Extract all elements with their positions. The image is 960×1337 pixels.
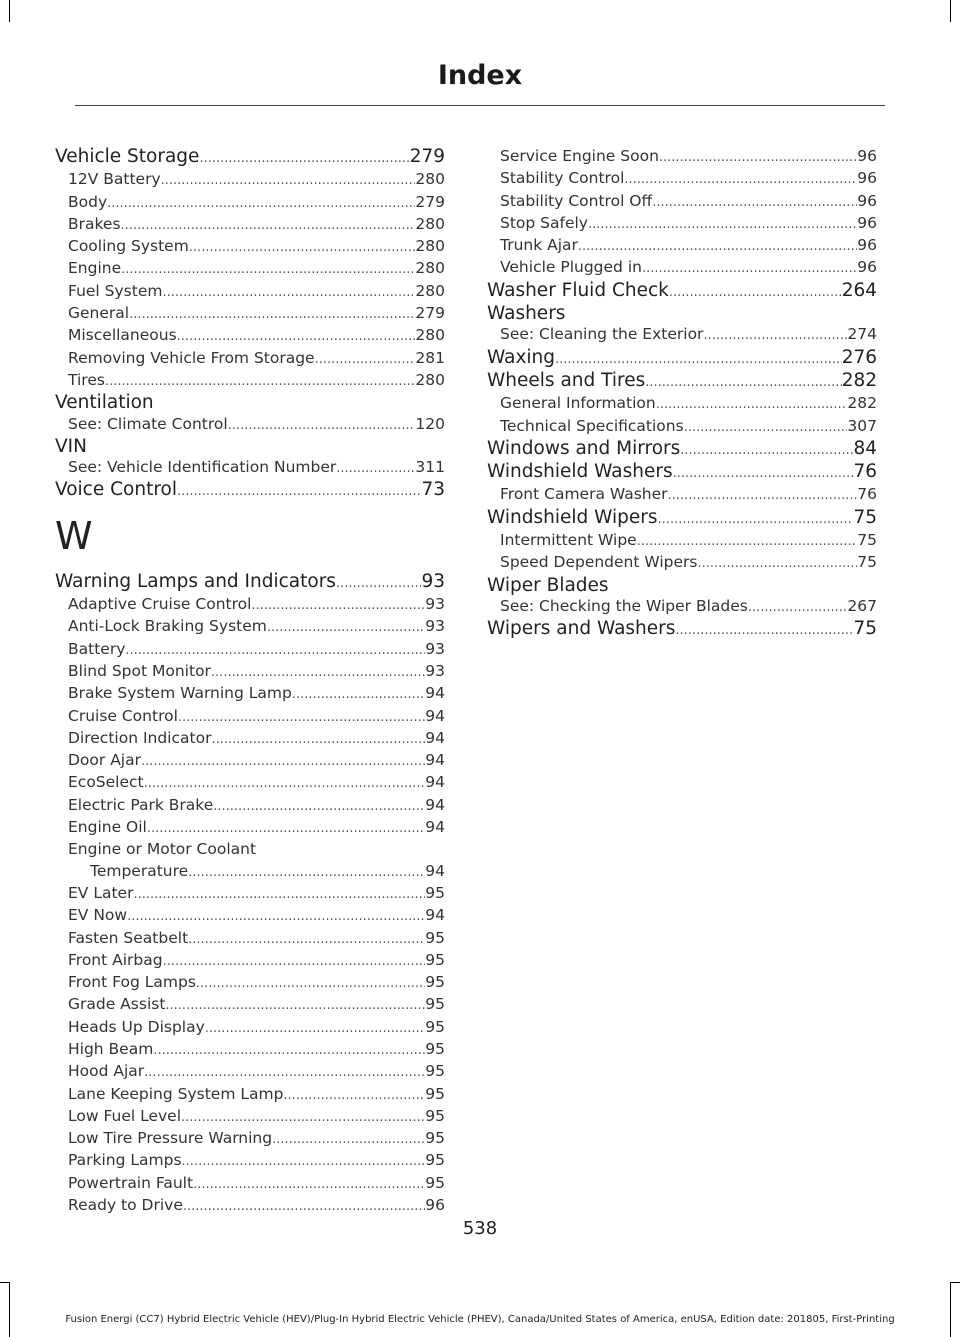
entry-term: Stop Safely bbox=[500, 213, 588, 232]
dot-leader bbox=[669, 280, 842, 303]
entry-page-number: 280 bbox=[415, 326, 445, 345]
entry-term: Tires bbox=[68, 370, 105, 389]
dot-leader bbox=[147, 817, 425, 839]
entry-term: General Information bbox=[500, 394, 656, 413]
entry-term: Electric Park Brake bbox=[68, 795, 214, 814]
index-subentry[interactable] bbox=[55, 325, 445, 347]
dot-leader bbox=[205, 1017, 425, 1039]
dot-leader bbox=[133, 883, 425, 905]
entry-term: 12V Battery bbox=[68, 170, 161, 189]
entry-term: Hood Ajar bbox=[68, 1062, 145, 1081]
index-subentry[interactable] bbox=[55, 1084, 445, 1106]
dot-leader bbox=[578, 235, 857, 257]
index-subentry[interactable] bbox=[55, 169, 445, 191]
entry-term: Low Tire Pressure Warning bbox=[68, 1129, 273, 1148]
dot-leader bbox=[336, 571, 422, 594]
index-subentry[interactable] bbox=[55, 883, 445, 905]
dot-leader bbox=[105, 370, 415, 392]
index-entry[interactable] bbox=[487, 347, 877, 370]
index-subentry[interactable] bbox=[487, 257, 877, 279]
dot-leader bbox=[189, 236, 416, 258]
entry-page-number: 96 bbox=[857, 258, 877, 277]
dot-leader bbox=[181, 1106, 425, 1128]
index-subentry[interactable] bbox=[55, 1150, 445, 1172]
dot-leader bbox=[283, 1084, 425, 1106]
index-entry[interactable] bbox=[55, 146, 445, 169]
entry-term: Warning Lamps and Indicators bbox=[55, 570, 336, 592]
entry-page-number: 95 bbox=[425, 1017, 445, 1036]
entry-term: Grade Assist bbox=[68, 995, 166, 1014]
entry-term: Ready to Drive bbox=[68, 1196, 183, 1215]
index-entry[interactable] bbox=[55, 571, 445, 594]
dot-leader bbox=[211, 661, 425, 683]
entry-term: Technical Specifications bbox=[500, 416, 684, 435]
dot-leader bbox=[675, 618, 853, 641]
entry-term: Engine Oil bbox=[68, 818, 147, 837]
index-subentry[interactable] bbox=[55, 795, 445, 817]
entry-term: Body bbox=[68, 192, 108, 211]
dot-leader bbox=[656, 393, 848, 415]
entry-term: Adaptive Cruise Control bbox=[68, 595, 252, 614]
entry-term: Speed Dependent Wipers bbox=[500, 553, 698, 572]
index-subentry[interactable] bbox=[55, 639, 445, 661]
index-subentry[interactable] bbox=[55, 994, 445, 1016]
dot-leader bbox=[658, 507, 854, 530]
index-subentry[interactable] bbox=[55, 457, 445, 479]
entry-term: Powertrain Fault bbox=[68, 1173, 194, 1192]
index-subentry[interactable] bbox=[55, 414, 445, 436]
entry-page-number: 95 bbox=[425, 928, 445, 947]
index-subentry[interactable] bbox=[55, 817, 445, 839]
entry-term: Temperature bbox=[90, 861, 189, 880]
dot-leader bbox=[107, 192, 415, 214]
entry-page-number: 307 bbox=[847, 416, 877, 435]
index-subentry[interactable] bbox=[487, 213, 877, 235]
index-column-right bbox=[487, 146, 877, 642]
index-subentry[interactable] bbox=[55, 1106, 445, 1128]
dot-leader bbox=[162, 281, 415, 303]
index-subentry[interactable] bbox=[55, 192, 445, 214]
entry-term: Cruise Control bbox=[68, 706, 178, 725]
entry-term: Front Airbag bbox=[68, 950, 163, 969]
entry-term: General bbox=[68, 304, 130, 323]
dot-leader bbox=[211, 728, 425, 750]
entry-term: Blind Spot Monitor bbox=[68, 661, 211, 680]
entry-term: Cooling System bbox=[68, 237, 189, 256]
index-subentry[interactable] bbox=[55, 1173, 445, 1195]
index-entry[interactable] bbox=[55, 479, 445, 502]
entry-page-number: 94 bbox=[425, 728, 445, 747]
entry-term: See: Checking the Wiper Blades bbox=[500, 596, 748, 615]
entry-page-number: 95 bbox=[425, 1106, 445, 1125]
entry-term: Intermittent Wipe bbox=[500, 531, 637, 550]
entry-term: Stability Control bbox=[500, 169, 625, 188]
dot-leader bbox=[637, 530, 858, 552]
index-section-letter: W bbox=[55, 513, 93, 558]
entry-term: See: Climate Control bbox=[68, 414, 228, 433]
dot-leader bbox=[624, 168, 857, 190]
entry-term: Anti-Lock Braking System bbox=[68, 617, 267, 636]
entry-page-number: 94 bbox=[425, 706, 445, 725]
entry-term: Brake System Warning Lamp bbox=[68, 684, 292, 703]
entry-page-number: 75 bbox=[853, 506, 877, 528]
entry-page-number: 96 bbox=[857, 147, 877, 165]
dot-leader bbox=[125, 639, 425, 661]
entry-page-number: 311 bbox=[415, 458, 445, 477]
entry-term: Service Engine Soon bbox=[500, 147, 659, 165]
entry-page-number: 281 bbox=[415, 348, 445, 367]
dot-leader bbox=[188, 928, 425, 950]
entry-page-number: 95 bbox=[425, 1173, 445, 1192]
index-entry[interactable] bbox=[55, 392, 445, 413]
entry-page-number: 274 bbox=[847, 325, 877, 344]
entry-page-number: 95 bbox=[425, 1039, 445, 1058]
entry-page-number: 94 bbox=[425, 861, 445, 880]
index-subentry[interactable] bbox=[487, 596, 877, 618]
entry-term: Door Ajar bbox=[68, 751, 141, 770]
entry-page-number: 120 bbox=[415, 414, 445, 433]
dot-leader bbox=[645, 370, 841, 393]
crop-mark-bottom-right bbox=[950, 1282, 951, 1337]
entry-page-number: 93 bbox=[425, 595, 445, 614]
entry-page-number: 280 bbox=[415, 237, 445, 256]
entry-page-number: 276 bbox=[841, 346, 877, 368]
entry-page-number: 279 bbox=[415, 192, 445, 211]
entry-page-number: 280 bbox=[415, 370, 445, 389]
entry-page-number: 84 bbox=[853, 437, 877, 459]
index-subentry[interactable] bbox=[487, 168, 877, 190]
dot-leader bbox=[213, 795, 425, 817]
dot-leader bbox=[144, 1061, 425, 1083]
entry-page-number: 95 bbox=[425, 1151, 445, 1170]
dot-leader bbox=[315, 348, 416, 370]
entry-term: Windshield Wipers bbox=[487, 506, 658, 528]
dot-leader bbox=[127, 905, 425, 927]
dot-leader bbox=[177, 325, 416, 347]
entry-page-number: 93 bbox=[425, 617, 445, 636]
crop-mark-bottom-left bbox=[9, 1282, 10, 1337]
entry-term: Battery bbox=[68, 639, 126, 658]
dot-leader bbox=[642, 257, 857, 279]
dot-leader bbox=[555, 347, 842, 370]
index-subentry[interactable] bbox=[487, 146, 877, 168]
entry-term: Vehicle Plugged in bbox=[500, 258, 642, 277]
entry-page-number: 95 bbox=[425, 995, 445, 1014]
entry-page-number: 264 bbox=[841, 279, 877, 301]
entry-page-number: 96 bbox=[857, 236, 877, 255]
entry-page-number: 96 bbox=[857, 191, 877, 210]
entry-term: EcoSelect bbox=[68, 773, 144, 792]
entry-page-number: 95 bbox=[425, 973, 445, 992]
page-number: 538 bbox=[462, 1218, 498, 1239]
crop-mark-bottom-left-horizontal bbox=[0, 1282, 10, 1283]
entry-page-number: 94 bbox=[425, 751, 445, 770]
entry-term: Trunk Ajar bbox=[500, 236, 578, 255]
index-subentry[interactable] bbox=[55, 972, 445, 994]
dot-leader bbox=[336, 457, 415, 479]
entry-term: Engine or Motor Coolant bbox=[68, 840, 257, 859]
entry-term: Fuel System bbox=[68, 281, 163, 300]
entry-term: Heads Up Display bbox=[68, 1017, 205, 1036]
dot-leader bbox=[196, 972, 425, 994]
dot-leader bbox=[193, 1173, 425, 1195]
dot-leader bbox=[178, 706, 425, 728]
entry-term: Washer Fluid Check bbox=[487, 279, 669, 301]
entry-page-number: 282 bbox=[841, 369, 877, 391]
entry-term: Windshield Washers bbox=[487, 461, 673, 483]
dot-leader bbox=[673, 461, 854, 484]
index-subentry[interactable] bbox=[55, 905, 445, 927]
index-subentry[interactable] bbox=[55, 706, 445, 728]
index-entry[interactable] bbox=[487, 575, 877, 596]
entry-page-number: 279 bbox=[415, 304, 445, 323]
entry-page-number: 95 bbox=[425, 1084, 445, 1103]
crop-mark-top-right bbox=[950, 0, 951, 22]
index-entry[interactable] bbox=[487, 303, 877, 324]
dot-leader bbox=[161, 169, 416, 191]
entry-page-number: 280 bbox=[415, 214, 445, 233]
index-subentry[interactable] bbox=[55, 1128, 445, 1150]
dot-leader bbox=[684, 416, 848, 438]
dot-leader bbox=[698, 552, 858, 574]
entry-page-number: 73 bbox=[421, 479, 445, 501]
entry-term: Washers bbox=[487, 303, 566, 325]
index-subentry[interactable] bbox=[487, 530, 877, 552]
index-subentry[interactable] bbox=[487, 191, 877, 213]
index-subentry[interactable] bbox=[55, 839, 445, 860]
entry-term: Windows and Mirrors bbox=[487, 437, 681, 459]
page-title: Index bbox=[437, 60, 523, 91]
entry-term: Parking Lamps bbox=[68, 1151, 182, 1170]
entry-term: Waxing bbox=[487, 346, 556, 368]
entry-term: Ventilation bbox=[55, 392, 154, 414]
entry-page-number: 94 bbox=[425, 795, 445, 814]
index-entry[interactable] bbox=[487, 438, 877, 461]
dot-leader bbox=[292, 683, 425, 705]
dot-leader bbox=[144, 772, 426, 794]
index-entry[interactable] bbox=[487, 280, 877, 303]
entry-page-number: 75 bbox=[857, 531, 877, 550]
entry-term: High Beam bbox=[68, 1039, 154, 1058]
footer-text: Fusion Energi (CC7) Hybrid Electric Vehicle (HEV)/Plug-In Hybrid Electric Vehicle (PHEV), Canada/United States of America, enUSA, Edition date: 201805, First-Printing bbox=[65, 1314, 895, 1325]
dot-leader bbox=[199, 146, 409, 169]
index-subentry[interactable] bbox=[55, 303, 445, 325]
dot-leader bbox=[228, 414, 416, 436]
entry-term: See: Cleaning the Exterior bbox=[500, 325, 704, 344]
index-subentry[interactable] bbox=[55, 750, 445, 772]
index-subentry[interactable] bbox=[55, 950, 445, 972]
entry-term: Miscellaneous bbox=[68, 326, 177, 345]
entry-term: Wipers and Washers bbox=[487, 618, 676, 640]
entry-page-number: 76 bbox=[857, 485, 877, 504]
dot-leader bbox=[129, 303, 415, 325]
index-subentry[interactable] bbox=[487, 324, 877, 346]
dot-leader bbox=[251, 594, 425, 616]
index-subentry[interactable] bbox=[55, 1195, 445, 1217]
entry-term: Brakes bbox=[68, 214, 121, 233]
index-subentry[interactable] bbox=[55, 772, 445, 794]
entry-term: Voice Control bbox=[55, 479, 177, 501]
index-entry[interactable] bbox=[487, 507, 877, 530]
dot-leader bbox=[165, 994, 425, 1016]
entry-page-number: 280 bbox=[415, 170, 445, 189]
index-subentry[interactable] bbox=[55, 616, 445, 638]
entry-page-number: 76 bbox=[853, 461, 877, 483]
entry-page-number: 282 bbox=[847, 394, 877, 413]
index-subentry[interactable] bbox=[55, 281, 445, 303]
entry-page-number: 94 bbox=[425, 906, 445, 925]
index-subentry[interactable] bbox=[55, 1039, 445, 1061]
entry-page-number: 96 bbox=[857, 213, 877, 232]
dot-leader bbox=[267, 616, 425, 638]
entry-page-number: 95 bbox=[425, 883, 445, 902]
crop-mark-bottom-right-horizontal bbox=[950, 1282, 960, 1283]
dot-leader bbox=[153, 1039, 425, 1061]
entry-term: Vehicle Storage bbox=[55, 146, 200, 167]
entry-page-number: 280 bbox=[415, 281, 445, 300]
dot-leader bbox=[183, 1195, 425, 1217]
entry-page-number: 95 bbox=[425, 1129, 445, 1148]
dot-leader bbox=[141, 750, 425, 772]
entry-page-number: 267 bbox=[847, 596, 877, 615]
entry-term: Removing Vehicle From Storage bbox=[68, 348, 315, 367]
dot-leader bbox=[659, 146, 857, 168]
index-subentry[interactable] bbox=[55, 594, 445, 616]
entry-page-number: 95 bbox=[425, 950, 445, 969]
entry-page-number: 75 bbox=[853, 618, 877, 640]
dot-leader bbox=[668, 484, 858, 506]
entry-term: Engine bbox=[68, 259, 122, 278]
index-subentry[interactable] bbox=[55, 258, 445, 280]
index-subentry[interactable] bbox=[55, 928, 445, 950]
entry-term: Wheels and Tires bbox=[487, 369, 646, 391]
entry-term: Front Camera Washer bbox=[500, 485, 668, 504]
entry-term: VIN bbox=[55, 435, 87, 457]
index-subentry[interactable] bbox=[55, 728, 445, 750]
entry-term: Front Fog Lamps bbox=[68, 973, 196, 992]
dot-leader bbox=[121, 214, 416, 236]
index-entry[interactable] bbox=[55, 436, 445, 457]
dot-leader bbox=[188, 861, 425, 883]
entry-term: Fasten Seatbelt bbox=[68, 928, 189, 947]
entry-page-number: 94 bbox=[425, 818, 445, 837]
entry-page-number: 93 bbox=[425, 639, 445, 658]
crop-mark-top-left bbox=[9, 0, 10, 22]
entry-page-number: 93 bbox=[425, 661, 445, 680]
index-subentry[interactable] bbox=[487, 484, 877, 506]
index-entry[interactable] bbox=[487, 461, 877, 484]
entry-page-number: 279 bbox=[409, 146, 445, 167]
dot-leader bbox=[163, 950, 426, 972]
index-subentry[interactable] bbox=[55, 236, 445, 258]
entry-term: Low Fuel Level bbox=[68, 1106, 182, 1125]
entry-page-number: 95 bbox=[425, 1062, 445, 1081]
entry-page-number: 96 bbox=[857, 169, 877, 188]
index-entry[interactable] bbox=[487, 618, 877, 641]
index-subentry[interactable] bbox=[55, 214, 445, 236]
header-divider bbox=[75, 105, 885, 106]
entry-page-number: 96 bbox=[425, 1196, 445, 1215]
entry-term: Direction Indicator bbox=[68, 728, 212, 747]
entry-term: See: Vehicle Identification Number bbox=[68, 458, 337, 477]
entry-term: Lane Keeping System Lamp bbox=[68, 1084, 284, 1103]
index-column-left bbox=[55, 146, 445, 1217]
entry-page-number: 94 bbox=[425, 773, 445, 792]
dot-leader bbox=[652, 191, 857, 213]
entry-term: EV Later bbox=[68, 883, 134, 902]
index-subentry[interactable] bbox=[55, 1061, 445, 1083]
index-subentry[interactable] bbox=[55, 861, 445, 883]
entry-page-number: 75 bbox=[857, 553, 877, 572]
dot-leader bbox=[680, 438, 853, 461]
dot-leader bbox=[748, 596, 848, 618]
index-subentry[interactable] bbox=[55, 683, 445, 705]
index-subentry[interactable] bbox=[487, 393, 877, 415]
dot-leader bbox=[177, 479, 421, 502]
index-subentry[interactable] bbox=[487, 552, 877, 574]
dot-leader bbox=[588, 213, 857, 235]
dot-leader bbox=[703, 324, 847, 346]
index-entry[interactable] bbox=[487, 370, 877, 393]
entry-term: EV Now bbox=[68, 906, 128, 925]
dot-leader bbox=[272, 1128, 425, 1150]
index-subentry[interactable] bbox=[487, 235, 877, 257]
index-subentry[interactable] bbox=[55, 661, 445, 683]
entry-page-number: 93 bbox=[421, 570, 445, 592]
index-subentry[interactable] bbox=[487, 416, 877, 438]
index-subentry[interactable] bbox=[55, 348, 445, 370]
entry-page-number: 280 bbox=[415, 259, 445, 278]
dot-leader bbox=[182, 1150, 426, 1172]
index-subentry[interactable] bbox=[55, 370, 445, 392]
entry-term: Wiper Blades bbox=[487, 574, 609, 596]
entry-page-number: 94 bbox=[425, 684, 445, 703]
entry-term: Stability Control Off bbox=[500, 191, 653, 210]
dot-leader bbox=[121, 258, 415, 280]
index-subentry[interactable] bbox=[55, 1017, 445, 1039]
